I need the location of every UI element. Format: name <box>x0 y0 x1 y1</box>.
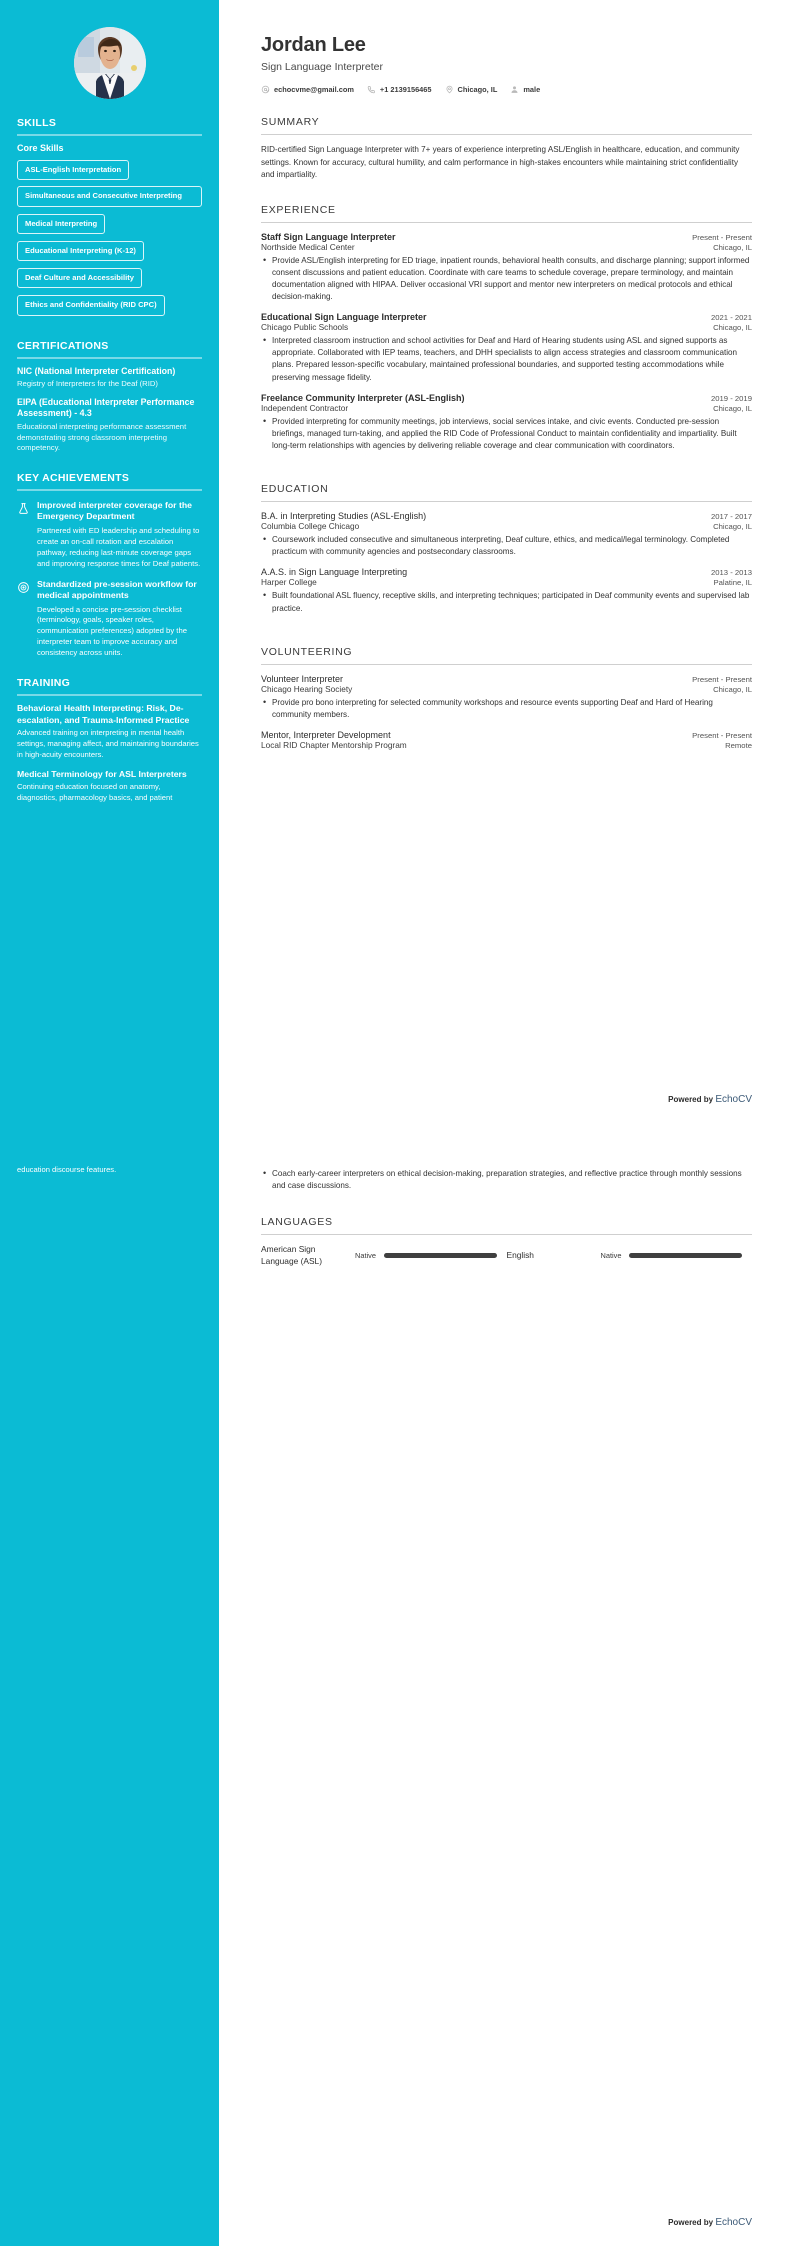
volunteering-bullets-continued <box>261 1126 752 1192</box>
experience-organization: Northside Medical Center <box>261 241 355 252</box>
experience-bullets <box>261 255 752 304</box>
section-heading-education: EDUCATION <box>261 483 329 496</box>
experience-location: Chicago, IL <box>713 242 752 252</box>
experience-entry <box>261 232 752 304</box>
education-degree: B.A. in Interpreting Studies (ASL-English) <box>261 511 427 522</box>
volunteering-location: Remote <box>725 740 752 750</box>
bullet: • Provided interpreting for community meetings, job interviews, social services intake, and civic events. Conducted pre-session briefings, managed turn-taking, and applied the RID Code of Professional Conduct to maintain confidentiality and impartiality. Built long-term relationships with agencies by delivering reliable coverage and clear communication with coordinators. <box>261 416 752 452</box>
experience-title: Freelance Community Interpreter (ASL-English) <box>261 392 465 403</box>
person-icon <box>510 85 519 94</box>
location-icon <box>445 85 454 94</box>
language-name: American Sign Language (ASL) <box>261 1244 322 1266</box>
education-location: Palatine, IL <box>713 578 752 588</box>
brand-name: EchoCV <box>715 2217 752 2228</box>
language-proficiency-bar <box>384 1253 497 1258</box>
experience-date: Present - Present <box>692 232 752 242</box>
sidebar-heading-training: TRAINING <box>17 677 71 690</box>
volunteering-date: Present - Present <box>692 674 752 684</box>
contact-gender-value: male <box>523 85 541 94</box>
sidebar <box>0 0 219 1123</box>
divider <box>17 489 202 491</box>
certification-title: EIPA (Educational Interpreter Performance Assessment) - 4.3 <box>17 396 195 419</box>
training-description: Advanced training on interpreting in mental health settings, managing affect, and maintaining boundaries in high-acuity encounters. <box>17 728 199 759</box>
certification-issuer: Registry of Interpreters for the Deaf (RID) <box>17 379 158 389</box>
contact-gender <box>510 85 540 94</box>
sidebar-heading-key-achievements: KEY ACHIEVEMENTS <box>17 471 130 484</box>
experience-date: 2019 - 2019 <box>710 393 752 403</box>
divider <box>17 694 202 696</box>
skill-chip: Educational Interpreting (K-12) <box>17 241 144 261</box>
skill-chip: ASL-English Interpretation <box>17 160 129 180</box>
volunteering-date: Present - Present <box>692 730 752 740</box>
skill-chip: Medical Interpreting <box>17 214 105 234</box>
certification-issuer: Educational interpreting performance assessment demonstrating strong classroom interpreting competency. <box>17 421 187 453</box>
education-school: Harper College <box>261 577 317 588</box>
experience-title: Educational Sign Language Interpreter <box>261 312 427 323</box>
training-title: Medical Terminology for ASL Interpreters <box>17 768 187 779</box>
certification-title: NIC (National Interpreter Certification) <box>17 365 176 376</box>
powered-by-footer <box>668 1094 752 1105</box>
bullet: • Interpreted classroom instruction and school activities for Deaf and Hard of Hearing students using ASL and signed supports as appropriate. Collaborated with IEP teams, teachers, and DHH specialists to align access strategies and classroom communication plans. Prepared lesson-specific vocabulary, maintained professional boundaries, and supported testing accommodations while preserving message fidelity. <box>261 335 752 384</box>
education-date: 2017 - 2017 <box>710 512 752 522</box>
divider <box>17 134 202 136</box>
experience-location: Chicago, IL <box>713 403 752 413</box>
divider <box>261 134 752 135</box>
experience-title: Staff Sign Language Interpreter <box>261 231 396 242</box>
education-location: Chicago, IL <box>713 522 752 532</box>
divider <box>261 222 752 223</box>
training-description-continued: education discourse features. <box>17 1165 117 1174</box>
section-heading-summary: SUMMARY <box>261 116 320 128</box>
volunteering-organization: Chicago Hearing Society <box>261 683 353 694</box>
experience-organization: Chicago Public Schools <box>261 322 349 333</box>
volunteering-entry <box>261 674 752 721</box>
experience-bullets <box>261 416 752 452</box>
job-title: Sign Language Interpreter <box>261 61 384 73</box>
experience-entry <box>261 312 752 384</box>
language-level: Native <box>355 1251 376 1261</box>
achievement-title: Improved interpreter coverage for the Emergency Department <box>37 499 192 522</box>
education-school: Columbia College Chicago <box>261 521 360 532</box>
education-entry <box>261 511 752 558</box>
achievement-description: Partnered with ED leadership and scheduling to create an on-call rotation and escalation pathway, reducing last-minute coverage gaps and improving response times for Deaf patients. <box>37 525 201 568</box>
skills-subheading: Core Skills <box>17 143 64 153</box>
experience-date: 2021 - 2021 <box>710 313 752 323</box>
achievement-title: Standardized pre-session workflow for medical appointments <box>37 578 197 601</box>
divider <box>261 1234 752 1235</box>
page-title: Jordan Lee <box>261 34 366 56</box>
bullet: • Provide ASL/English interpreting for ED triage, inpatient rounds, behavioral health consults, and discharge planning; support informed consent discussions and patient education. Coordinate with care teams to schedule coverage, prepare terminology, and maintain documentation aligned with HIPAA. Deliver occasional VRI support and mentor new interpreters on medical protocols and ethical decision-making. <box>261 255 752 304</box>
language-item <box>261 1244 507 1267</box>
volunteering-title: Mentor, Interpreter Development <box>261 729 391 740</box>
contact-row <box>261 73 752 94</box>
experience-organization: Independent Contractor <box>261 402 349 413</box>
volunteering-bullets <box>261 697 752 721</box>
sidebar-heading-certifications: CERTIFICATIONS <box>17 339 109 352</box>
languages-list <box>261 1244 752 1273</box>
powered-by-label: Powered by <box>668 2218 714 2227</box>
education-date: 2013 - 2013 <box>710 568 752 578</box>
contact-email <box>261 85 354 94</box>
phone-icon <box>367 85 376 94</box>
experience-bullets <box>261 335 752 384</box>
achievement-item <box>17 579 202 660</box>
contact-email-value: echocvme@gmail.com <box>274 85 354 94</box>
resume-page-2 <box>0 1123 794 2246</box>
powered-by-label: Powered by <box>668 1095 714 1104</box>
skill-chip: Deaf Culture and Accessibility <box>17 268 142 288</box>
bullet: • Coach early-career interpreters on ethical decision-making, preparation strategies, and reflective practice through monthly sessions and case discussions. <box>261 1168 752 1192</box>
contact-phone <box>367 85 432 94</box>
target-icon <box>17 579 30 660</box>
bullet: • Provide pro bono interpreting for selected community workshops and resource events supporting Deaf and Hard of Hearing community members. <box>261 697 752 721</box>
divider <box>261 664 752 665</box>
bullet: • Built foundational ASL fluency, receptive skills, and interpreting techniques; participated in Deaf community events and supervised lab practice. <box>261 590 752 614</box>
flask-icon <box>17 500 30 570</box>
language-name: English <box>506 1249 534 1260</box>
volunteering-entry <box>261 730 752 750</box>
brand-name: EchoCV <box>715 1094 752 1105</box>
certification-item <box>17 366 202 390</box>
section-heading-volunteering: VOLUNTEERING <box>261 645 353 658</box>
education-bullets <box>261 590 752 614</box>
avatar <box>17 0 202 99</box>
experience-location: Chicago, IL <box>713 323 752 333</box>
language-proficiency-bar <box>629 1253 742 1258</box>
contact-location-value: Chicago, IL <box>457 85 498 94</box>
bullet: • Coursework included consecutive and simultaneous interpreting, Deaf culture, ethics, and medical/legal terminology. Completed practicum with community agencies and postsecondary classrooms. <box>261 534 752 558</box>
language-item <box>507 1244 753 1267</box>
education-degree: A.A.S. in Sign Language Interpreting <box>261 567 408 578</box>
main-content <box>219 0 794 1123</box>
experience-entry <box>261 393 752 452</box>
volunteering-title: Volunteer Interpreter <box>261 673 344 684</box>
sidebar-heading-skills: SKILLS <box>17 117 57 129</box>
volunteering-location: Chicago, IL <box>713 684 752 694</box>
education-bullets <box>261 534 752 558</box>
volunteering-organization: Local RID Chapter Mentorship Program <box>261 739 407 750</box>
skill-chip: Ethics and Confidentiality (RID CPC) <box>17 295 165 315</box>
profile-photo <box>74 27 146 99</box>
training-title: Behavioral Health Interpreting: Risk, De-escalation, and Trauma-Informed Practice <box>17 703 190 725</box>
email-icon <box>261 85 270 94</box>
contact-location <box>445 85 498 94</box>
summary-text: RID-certified Sign Language Interpreter with 7+ years of experience interpreting ASL/English in healthcare, education, and community settings. Known for accuracy, cultural humility, and calm performance in high-stakes encounters while maintaining strict confidentiality and impartiality. <box>261 145 740 180</box>
divider <box>261 501 752 502</box>
section-heading-experience: EXPERIENCE <box>261 203 336 216</box>
divider <box>17 357 202 359</box>
achievement-item <box>17 500 202 570</box>
contact-phone-value: +1 2139156465 <box>379 85 432 94</box>
training-item <box>17 703 202 760</box>
certification-item <box>17 397 202 454</box>
achievement-description: Developed a concise pre-session checklist (terminology, goals, speaker roles, communication preferences) adopted by the interpreter team to improve accuracy and consistency across units. <box>37 604 187 658</box>
main-content-continued <box>219 1123 794 2246</box>
training-description: Continuing education focused on anatomy, diagnostics, pharmacology basics, and patient <box>17 782 173 803</box>
skill-chip: Simultaneous and Consecutive Interpreting <box>17 186 202 206</box>
section-heading-languages: LANGUAGES <box>261 1216 333 1229</box>
sidebar-continued <box>0 1123 219 2246</box>
skills-chip-list <box>17 159 202 322</box>
language-level: Native <box>600 1251 622 1261</box>
education-entry <box>261 567 752 614</box>
training-item <box>17 769 202 804</box>
powered-by-footer <box>668 2217 752 2228</box>
